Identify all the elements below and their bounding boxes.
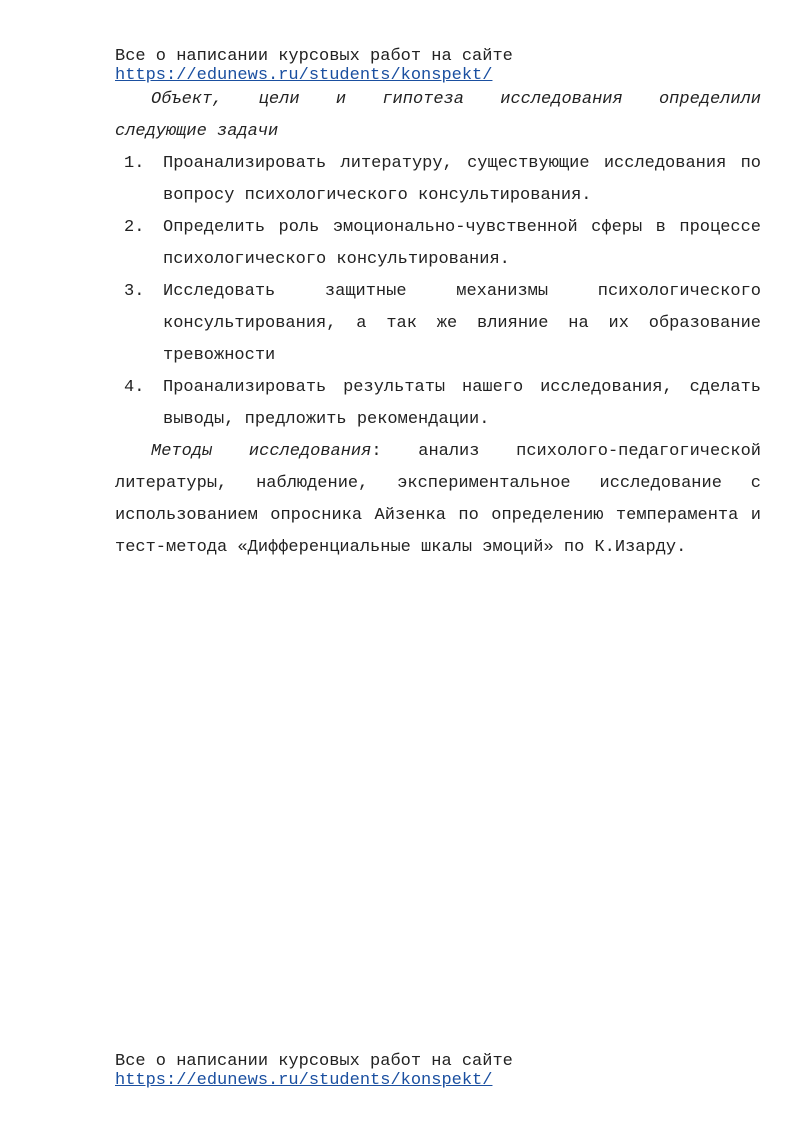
methods-paragraph [115, 436, 761, 564]
footer-text: Все о написании курсовых работ на сайте [115, 1052, 513, 1071]
list-item [115, 276, 761, 372]
document-body [115, 84, 761, 564]
objective-intro-continued: следующие задачи [115, 122, 279, 141]
header-text: Все о написании курсовых работ на сайте [115, 47, 513, 66]
list-item [115, 212, 761, 276]
list-item-number: 2. [124, 218, 145, 237]
objective-intro: Объект, цели и гипотеза исследования определили [151, 90, 761, 109]
list-item [115, 148, 761, 212]
list-item-text: Исследовать защитные механизмы психологического консультирования, а так же влияние на их образование тревожности [163, 282, 761, 365]
list-item-number: 4. [124, 378, 145, 397]
list-item-number: 1. [124, 154, 145, 173]
list-item-text: Проанализировать результаты нашего исследования, сделать выводы, предложить рекомендации. [163, 378, 761, 429]
list-item [115, 372, 761, 436]
list-item-text: Проанализировать литературу, существующие исследования по вопросу психологического консультирования. [163, 154, 761, 205]
header-link[interactable]: https://edunews.ru/students/konspekt/ [115, 66, 493, 85]
page-footer [115, 1052, 675, 1090]
task-list [115, 148, 761, 436]
page-header [115, 47, 675, 85]
footer-link[interactable]: https://edunews.ru/students/konspekt/ [115, 1071, 493, 1090]
methods-text: : анализ психолого-педагогической литературы, наблюдение, экспериментальное исследование с использованием опросника Айзенка по определению темперамента и тест-метода «Дифференциальные шкалы эмоций» по К.Изарду. [115, 442, 761, 557]
methods-label: Методы исследования [151, 442, 372, 461]
list-item-text: Определить роль эмоционально-чувственной сферы в процессе психологического консультирования. [163, 218, 761, 269]
list-item-number: 3. [124, 282, 145, 301]
